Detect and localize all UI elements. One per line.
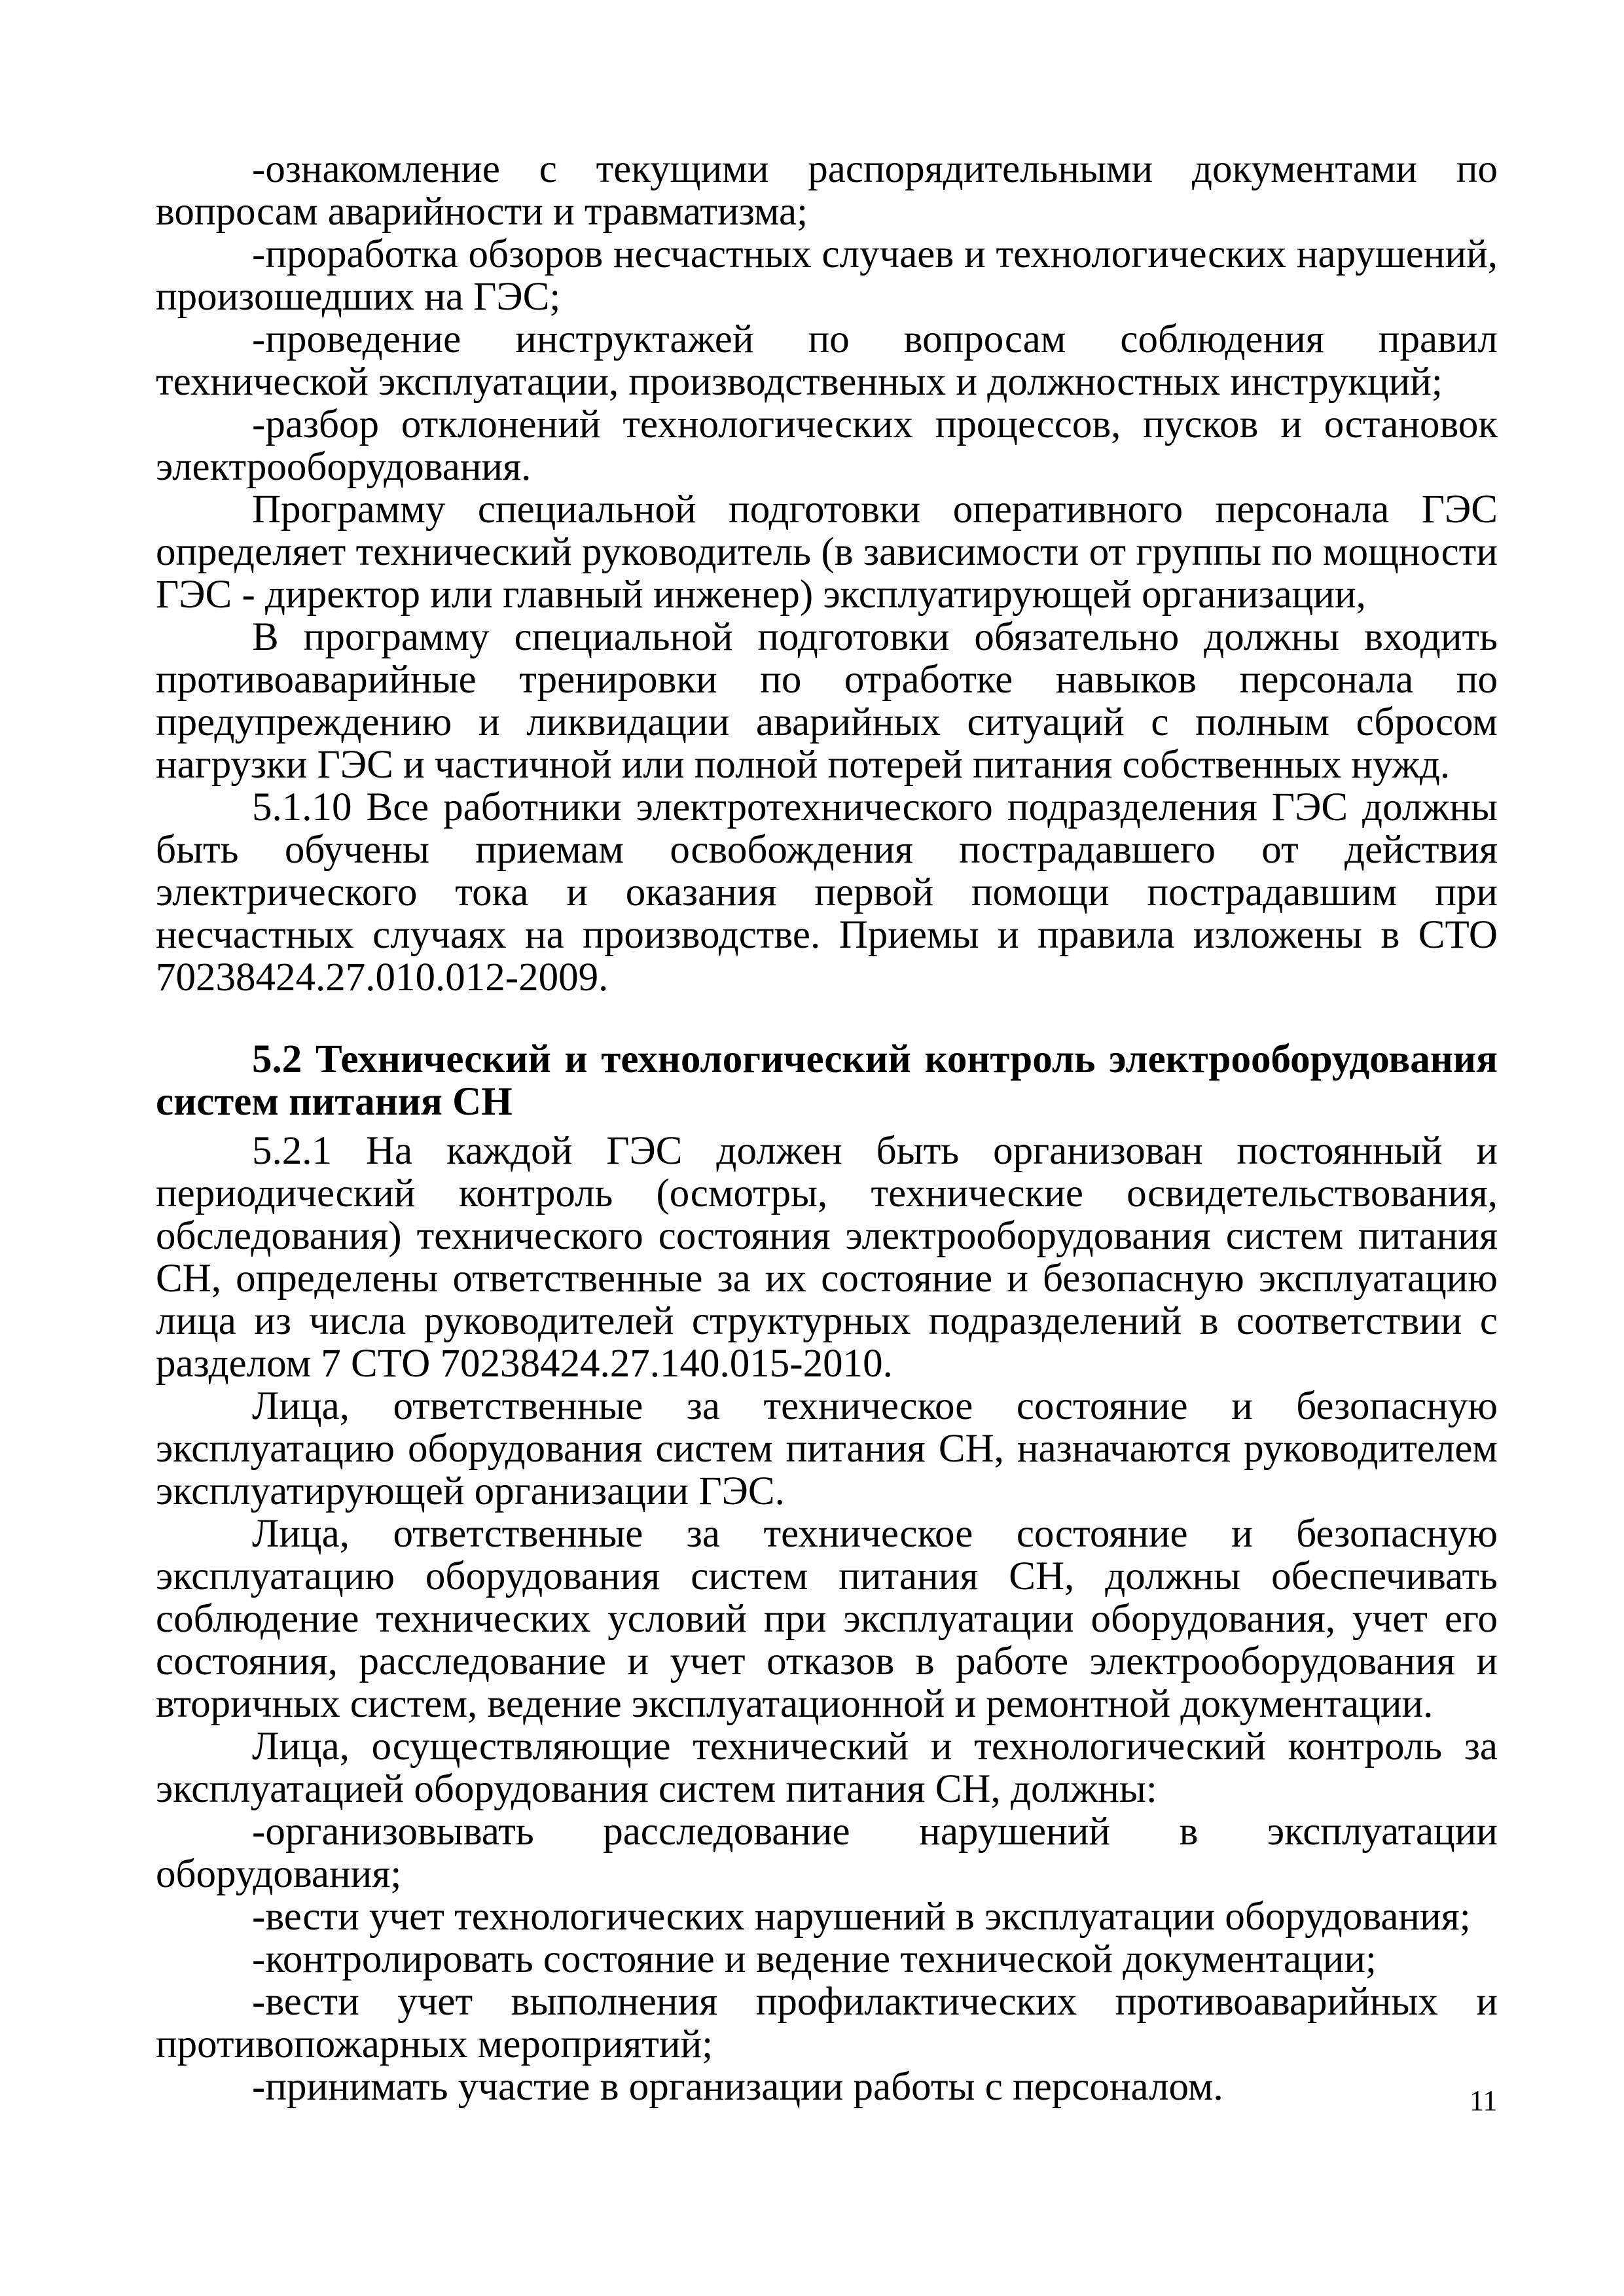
list-item-control-documentation: -контролировать состояние и ведение технической документации; — [252, 1937, 1377, 1981]
paragraph-5-2-1: 5.2.1 На каждой ГЭС должен быть организован постоянный и периодический контроль (осмотры, технические освидетельствования, обследования) технического состояния электрооборудования систем питания СН, определены ответственные за их состояние и безопасную эксплуатацию лица из числа руководителей структурных подразделений в соответствии с разделом 7 СТО 70238424.27.140.015-2010. — [156, 1129, 1498, 1386]
section-heading-5-2: 5.2 Технический и технологический контроль электрооборудования систем питания СН — [156, 1037, 1498, 1124]
document-page-body — [156, 148, 1498, 2108]
paragraph-briefings: -проведение инструктажей по вопросам соблюдения правил технической эксплуатации, производственных и должностных инструкций; — [156, 317, 1498, 404]
paragraph-deviation-analysis: -разбор отклонений технологических процессов, пусков и остановок электрооборудования. — [156, 403, 1498, 489]
paragraph-accident-reviews: -проработка обзоров несчастных случаев и технологических нарушений, произошедших на ГЭС; — [156, 232, 1498, 319]
paragraph-emergency-drills: В программу специальной подготовки обязательно должны входить противоаварийные тренировки по отработке навыков персонала по предупреждению и ликвидации аварийных ситуаций с полным сбросом нагрузки ГЭС и частичной или полной потерей питания собственных нужд. — [156, 615, 1498, 787]
list-item-record-violations: -вести учет технологических нарушений в эксплуатации оборудования; — [252, 1895, 1471, 1939]
list-item-personnel-work: -принимать участие в организации работы с персоналом. — [252, 2065, 1223, 2109]
list-item-preventive-measures: -вести учет выполнения профилактических противоаварийных и противопожарных мероприятий; — [156, 1980, 1498, 2066]
list-item-investigate: -организовывать расследование нарушений в эксплуатации оборудования; — [156, 1810, 1498, 1896]
paragraph-control-persons: Лица, осуществляющие технический и технологический контроль за эксплуатацией оборудования систем питания СН, должны: — [156, 1725, 1498, 1811]
paragraph-responsible-duties: Лица, ответственные за техническое состояние и безопасную эксплуатацию оборудования систем питания СН, должны обеспечивать соблюдение технических условий при эксплуатации оборудования, учет его состояния, расследование и учет отказов в работе электрооборудования и вторичных систем, ведение эксплуатационной и ремонтной документации. — [156, 1512, 1498, 1726]
page-number: 11 — [1470, 2085, 1498, 2117]
paragraph-responsible-appointment: Лица, ответственные за техническое состояние и безопасную эксплуатацию оборудования систем питания СН, назначаются руководителем эксплуатирующей организации ГЭС. — [156, 1384, 1498, 1513]
paragraph-5-1-10: 5.1.10 Все работники электротехнического подразделения ГЭС должны быть обучены приемам освобождения пострадавшего от действия электрического тока и оказания первой помощи пострадавшим при несчастных случаях на производстве. Приемы и правила изложены в СТО 70238424.27.010.012-2009. — [156, 785, 1498, 999]
paragraph-training-program: Программу специальной подготовки оперативного персонала ГЭС определяет технический руководитель (в зависимости от группы по мощности ГЭС - директор или главный инженер) эксплуатирующей организации, — [156, 488, 1498, 617]
paragraph-familiarization: -ознакомление с текущими распорядительными документами по вопросам аварийности и травматизма; — [156, 147, 1498, 234]
